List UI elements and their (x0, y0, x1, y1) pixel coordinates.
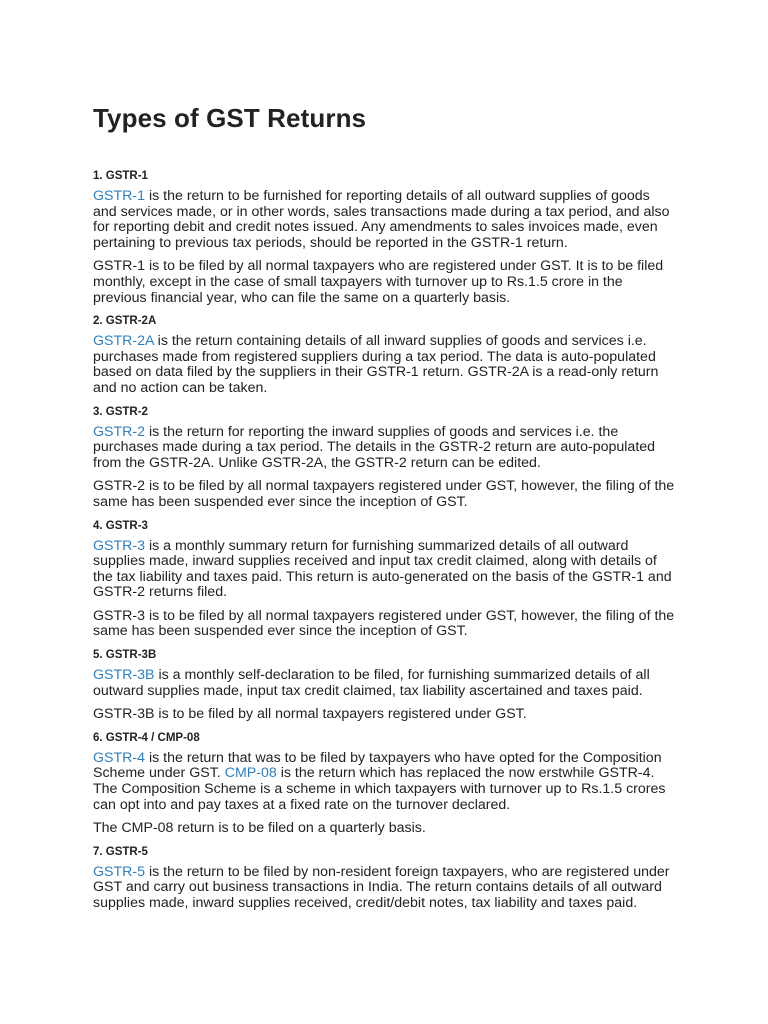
paragraph (93, 609, 676, 640)
paragraph (93, 479, 676, 510)
paragraph (93, 821, 676, 837)
paragraph-text: is the return containing details of all inward supplies of goods and services i.e. purchases made from registered suppliers during a tax period. The data is auto-populated based on data filed by the suppliers in their GSTR-1 return. GSTR-2A is a read-only return and no action can be taken. (93, 333, 659, 396)
section-heading: 3. GSTR-2 (93, 405, 148, 418)
paragraph (93, 189, 676, 251)
paragraph-text: GSTR-2 is to be filed by all normal taxpayers registered under GST, however, the filing of the same has been suspended ever since the inception of GST. (93, 478, 675, 510)
section-gstr-5 (93, 845, 676, 912)
section-heading: 4. GSTR-3 (93, 519, 148, 532)
paragraph (93, 707, 676, 723)
section-gstr-1 (93, 169, 676, 306)
paragraph-text: GSTR-3B is to be filed by all normal taxpayers registered under GST. (93, 706, 527, 723)
section-gstr-3 (93, 519, 676, 641)
paragraph-text: is the return that was to be filed by taxpayers who have opted for the Composition Scheme under GST. (93, 749, 662, 782)
paragraph-text: is a monthly summary return for furnishing summarized details of all outward supplies made, inward supplies received and input tax credit claimed, along with details of the tax liability and taxes paid. This return is auto-generated on the basis of the GSTR-1 and GSTR-2 returns filed. (93, 537, 672, 601)
paragraph-text: is a monthly self-declaration to be filed, for furnishing summarized details of all outward supplies made, input tax credit claimed, tax liability ascertained and taxes paid. (93, 667, 650, 699)
paragraph (93, 668, 676, 699)
paragraph (93, 334, 676, 396)
paragraph-text: GSTR-3 is to be filed by all normal taxpayers registered under GST, however, the filing of the same has been suspended ever since the inception of GST. (93, 607, 675, 640)
gstr-2a-link[interactable]: GSTR-2A (93, 333, 154, 350)
section-heading: 1. GSTR-1 (93, 170, 148, 182)
paragraph-text: GSTR-1 is to be filed by all normal taxpayers who are registered under GST. It is to be filed monthly, except in the case of small taxpayers with turnover up to Rs.1.5 crore in the previous financial year, who can file the same on a quarterly basis. (93, 258, 664, 306)
paragraph (93, 539, 676, 601)
section-heading: 2. GSTR-2A (93, 315, 157, 328)
paragraph (93, 425, 676, 472)
gstr-3b-link[interactable]: GSTR-3B (93, 667, 155, 684)
section-heading: 6. GSTR-4 / CMP-08 (93, 731, 200, 744)
paragraph-text: is the return to be furnished for reporting details of all outward supplies of goods and services made, or in other words, sales transactions made during a tax period, and also for reporting debit and credit notes issued. Any amendments to sales invoices made, even pertaining to previous tax periods, should be reported in the GSTR-1 return. (93, 188, 670, 251)
gstr-2-link[interactable]: GSTR-2 (93, 423, 146, 440)
page-title: Types of GST Returns (93, 103, 367, 133)
section-gstr-2 (93, 405, 676, 511)
paragraph (93, 751, 676, 813)
gstr-5-link[interactable]: GSTR-5 (93, 863, 146, 880)
section-gstr-3b (93, 648, 676, 723)
paragraph-text: is the return which has replaced the now erstwhile GSTR-4. The Composition Scheme is a scheme in which taxpayers with turnover up to Rs.1.5 crores can opt into and pay taxes at a fixed rate on the turnover declared. (93, 765, 666, 813)
paragraph (93, 259, 676, 306)
section-heading: 5. GSTR-3B (93, 649, 157, 662)
paragraph-text: The CMP-08 return is to be filed on a quarterly basis. (93, 820, 426, 837)
paragraph-text: is the return to be filed by non-resident foreign taxpayers, who are registered under GST and carry out business transactions in India. The return contains details of all outward supplies made, inward supplies received, credit/debit notes, tax liability and taxes paid. (93, 863, 670, 911)
gstr-1-link[interactable]: GSTR-1 (93, 188, 146, 204)
section-heading: 7. GSTR-5 (93, 845, 148, 858)
paragraph-text: is the return for reporting the inward supplies of goods and services i.e. the purchases made during a tax period. The details in the GSTR-2 return are auto-populated from the GSTR-2A. Unlike GSTR-2A, the GSTR-2 return can be edited. (93, 423, 656, 471)
cmp-08-link[interactable]: CMP-08 (224, 765, 277, 782)
gstr-4-link[interactable]: GSTR-4 (93, 749, 146, 766)
gstr-3-link[interactable]: GSTR-3 (93, 537, 146, 554)
section-gstr-2a (93, 314, 676, 396)
section-gstr-4-cmp-08 (93, 731, 676, 837)
paragraph (93, 865, 676, 912)
